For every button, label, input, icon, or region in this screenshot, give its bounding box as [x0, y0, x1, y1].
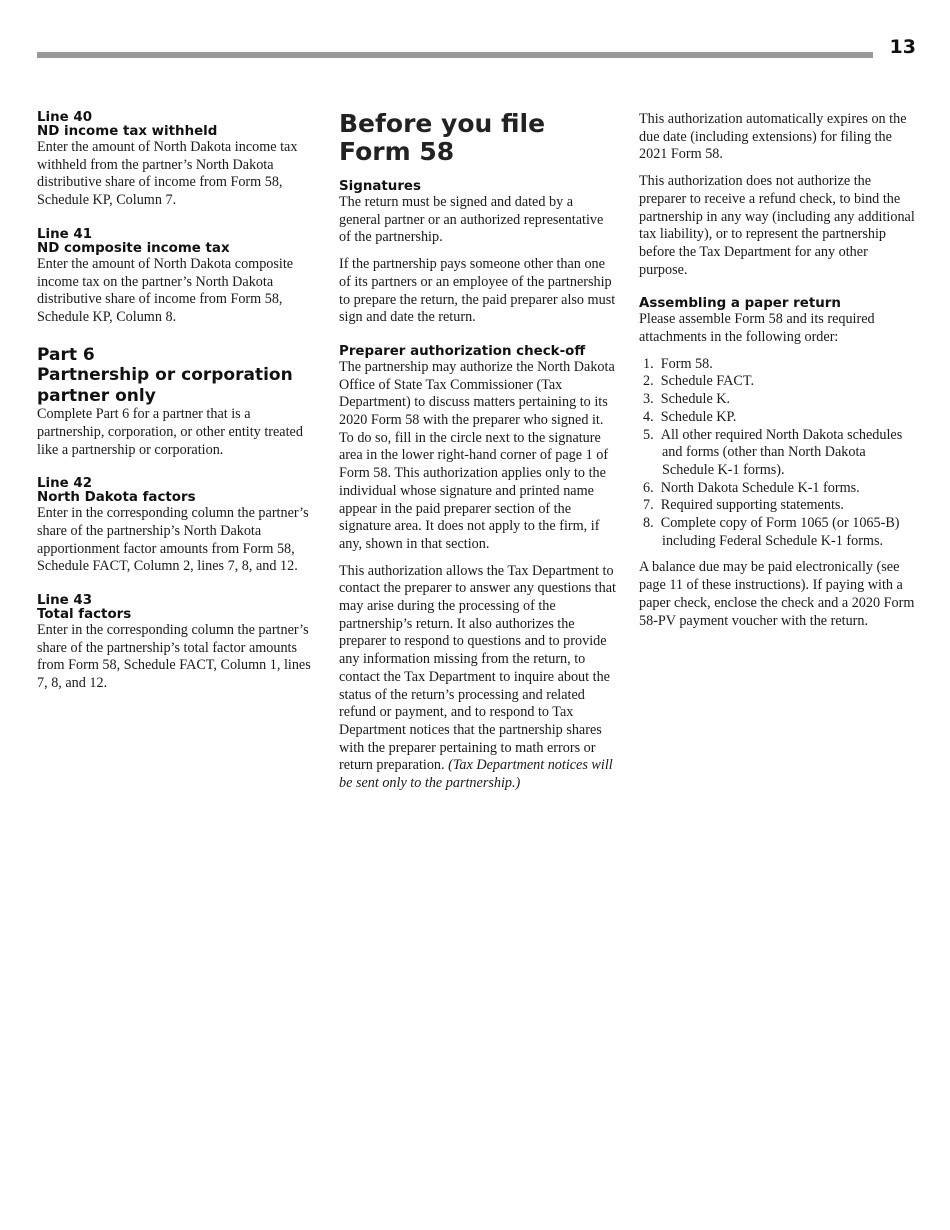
section-line-41: [37, 228, 319, 327]
list-item: 8. Complete copy of Form 1065 (or 1065-B) including Federal Schedule K-1 forms.: [643, 515, 900, 549]
line-42-title: Line 42: [37, 476, 93, 492]
preparer-paragraph-1: The partnership may authorize the North Dakota Office of State Tax Commissioner (Tax Department) to discuss matters pertaining to its 2020 Form 58 with the preparer who signed it. To do so, fill in the circle next to the signature area in the lower right-hand corner of page 1 of Form 58. This authorization applies only to the individual whose signature and printed name appear in the paid preparer section of the signature area. It does not apply to the firm, if any, shown in that section.: [339, 358, 615, 552]
preparer-heading: Preparer authorization check-off: [339, 343, 586, 359]
line-40-text: Enter the amount of North Dakota income tax withheld from the partner’s North Dakota distributive share of income from Form 58, Schedule KP, Column 7.: [37, 139, 298, 209]
column-middle: [339, 111, 617, 811]
section-line-42: [37, 477, 319, 576]
assembling-intro: Please assemble Form 58 and its required attachments in the following order:: [639, 311, 875, 346]
signatures-paragraph-2: If the partnership pays someone other than one of its partners or an employee of the partnership to prepare the return, the paid preparer also must sign and date the return.: [339, 256, 616, 326]
page-number: 13: [889, 36, 916, 58]
preparer-paragraph-2-text: This authorization allows the Tax Department to contact the preparer to answer any questions that may arise during the processing of the partnership’s return. It also authorizes the preparer to respond to questions and to provide any information missing from the return, to contact the Tax Department to inquire about the status of the return’s processing and related refund or payment, and to respond to Tax Department notices that the partnership shares with the preparer pertaining to math errors or return preparation.: [339, 562, 616, 774]
section-preparer-authorization: [339, 345, 617, 793]
line-40-subtitle: ND income tax withheld: [37, 124, 218, 139]
section-part-6: [37, 345, 319, 460]
column-right: [639, 111, 919, 630]
line-40-title: Line 40: [37, 110, 93, 125]
list-item: 1. Form 58.: [643, 355, 713, 372]
list-item: 2. Schedule FACT.: [643, 373, 754, 390]
list-item: 4. Schedule KP.: [643, 408, 737, 425]
assembly-order-list: [639, 356, 919, 551]
section-line-43: [37, 594, 319, 693]
section-line-40: [37, 111, 319, 210]
section-assembling: [639, 297, 919, 630]
list-item: 5. All other required North Dakota schedules and forms (other than North Dakota Schedule K-1 forms).: [643, 426, 903, 478]
line-43-subtitle: Total factors: [37, 607, 132, 623]
line-41-text: Enter the amount of North Dakota composite income tax on the partner’s North Dakota distributive share of income from Form 58, Schedule KP, Column 8.: [37, 255, 294, 325]
line-43-text: Enter in the corresponding column the partner’s share of the partnership’s total factor amounts from Form 58, Schedule FACT, Column 1, lines 7, 8, and 12.: [37, 622, 311, 692]
before-you-file-title-1: Before you file: [339, 109, 546, 138]
line-41-subtitle: ND composite income tax: [37, 240, 230, 256]
section-signatures: [339, 180, 617, 327]
signatures-paragraph-1: The return must be signed and dated by a general partner or an authorized representative of the partnership.: [339, 194, 604, 246]
list-item: 3. Schedule K.: [643, 391, 731, 408]
part-6-text: Complete Part 6 for a partner that is a partnership, corporation, or other entity treated like a partnership or corporation.: [37, 406, 303, 458]
part-6-subtitle-2: partner only: [37, 385, 156, 406]
list-item: 6. North Dakota Schedule K-1 forms.: [643, 479, 860, 496]
line-42-subtitle: North Dakota factors: [37, 490, 196, 506]
before-you-file-heading: [339, 109, 617, 166]
line-42-text: Enter in the corresponding column the partner’s share of the partnership’s North Dakota apportionment factor amounts from Form 58, Schedule FACT, Column 2, lines 7, 8, and 12.: [37, 505, 309, 575]
column-left: [37, 111, 319, 711]
part-6-subtitle-1: Partnership or corporation: [37, 365, 293, 386]
scope-paragraph: This authorization does not authorize the preparer to receive a refund check, to bind the partnership in any way (including any additional tax liability), or to represent the partnership before the Tax Department for any other purpose.: [639, 173, 915, 278]
list-item: 7. Required supporting statements.: [643, 497, 844, 514]
line-41-title: Line 41: [37, 226, 93, 242]
assembling-heading: Assembling a paper return: [639, 296, 841, 312]
preparer-paragraph-2-note: (Tax Department notices will be sent only to the partnership.): [339, 757, 613, 792]
line-43-title: Line 43: [37, 593, 93, 609]
header-rule: [37, 52, 873, 58]
expiry-paragraph: This authorization automatically expires on the due date (including extensions) for filing the 2021 Form 58.: [639, 111, 907, 163]
signatures-heading: Signatures: [339, 179, 421, 194]
balance-due-paragraph: A balance due may be paid electronically (see page 11 of these instructions). If paying with a paper check, enclose the check and a 2020 Form 58-PV payment voucher with the return.: [639, 559, 915, 629]
preparer-paragraph-2: [339, 563, 617, 793]
before-you-file-title-2: Form 58: [339, 136, 455, 166]
part-6-title: Part 6: [37, 344, 95, 365]
